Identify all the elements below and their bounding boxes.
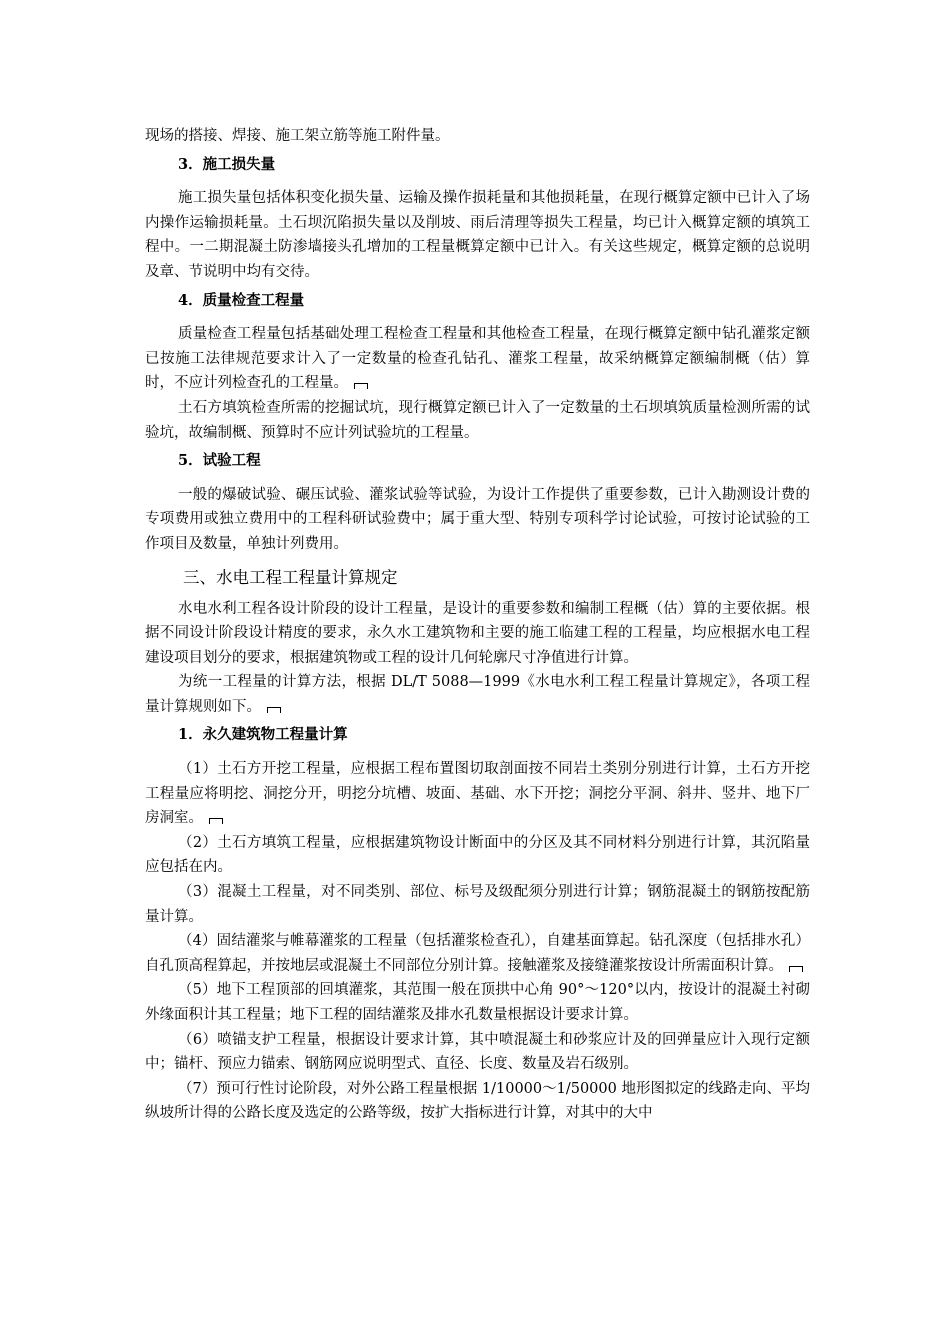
paragraph: 施工损失量包括体积变化损失量、运输及操作损耗量和其他损耗量，在现行概算定额中已计入了场内操作运输损耗量。土石坝沉陷损失量以及削坡、雨后清理等损失工程量，均已计入概算定额的填筑工程中。一二期混凝土防渗墙接头孔增加的工程量概算定额中已计入。有关这些规定，概算定额的总说明及章、节说明中均有交待。: [145, 190, 810, 280]
list-item: （1）土石方开挖工程量，应根据工程布置图切取剖面按不同岩土类别分别进行计算，土石方开挖工程量应将明挖、洞挖分开，明挖分坑槽、坡面、基础、水下开挖；洞挖分平洞、斜井、竖井、地下厂房洞室。: [145, 761, 810, 827]
section-heading-3: 3．施工损失量: [178, 155, 276, 173]
list-item: （3）混凝土工程量，对不同类别、部位、标号及级配须分别进行计算；钢筋混凝土的钢筋按配筋量计算。: [145, 884, 810, 925]
document-body: [145, 124, 810, 1126]
list-item: （7）预可行性讨论阶段，对外公路工程量根据 1/10000～1/50000 地形图拟定的线路走向、平均纵坡所计得的公路长度及选定的公路等级，按扩大指标进行计算，对其中的大中: [145, 1080, 810, 1122]
section-heading-1: 1．永久建筑物工程量计算: [178, 726, 348, 744]
paragraph-mark-icon: [789, 966, 803, 972]
paragraph: 为统一工程量的计算方法，根据 DL/T 5088—1999《水电水利工程工程量计算规定》，各项工程量计算规则如下。: [145, 674, 810, 715]
paragraph: 水电水利工程各设计阶段的设计工程量，是设计的重要参数和编制工程概（估）算的主要依据。根据不同设计阶段设计精度的要求，永久水工建筑物和主要的施工临建工程的工程量，均应根据水电工程建设项目划分的要求，根据建筑物或工程的设计几何轮廓尺寸净值进行计算。: [145, 600, 810, 666]
paragraph: 土石方填筑检查所需的挖掘试坑，现行概算定额已计入了一定数量的土石坝填筑质量检测所需的试验坑，故编制概、预算时不应计列试验坑的工程量。: [145, 399, 810, 441]
paragraph-mark-icon: [209, 818, 223, 824]
paragraph-mark-icon: [267, 707, 281, 713]
paragraph: 质量检查工程量包括基础处理工程检查工程量和其他检查工程量，在现行概算定额中钻孔灌浆定额已按施工法律规范要求计入了一定数量的检查孔钻孔、灌浆工程量，故采纳概算定额编制概（估）算时，不应计列检查孔的工程量。: [145, 326, 810, 392]
section-heading-5: 5．试验工程: [178, 452, 261, 470]
chapter-heading: 三、水电工程工程量计算规定: [183, 567, 398, 587]
list-item: （5）地下工程顶部的回填灌浆，其范围一般在顶拱中心角 90°～120°以内，按设计的混凝土衬砌外缘面积计其工程量；地下工程的固结灌浆及排水孔数量根据设计要求计算。: [145, 982, 810, 1023]
list-item: （6）喷锚支护工程量，根据设计要求计算，其中喷混凝土和砂浆应计及的回弹量应计入现行定额中；锚杆、预应力锚索、钢筋网应说明型式、直径、长度、数量及岩石级别。: [145, 1031, 810, 1073]
list-item: （4）固结灌浆与帷幕灌浆的工程量（包括灌浆检查孔），自建基面算起。钻孔深度（包括排水孔）自孔顶高程算起，并按地层或混凝土不同部位分别计算。接触灌浆及接缝灌浆按设计所需面积计算。: [145, 933, 810, 974]
paragraph: 一般的爆破试验、碾压试验、灌浆试验等试验，为设计工作提供了重要参数，已计入勘测设计费的专项费用或独立费用中的工程科研试验费中；属于重大型、特别专项科学讨论试验，可按讨论试验的工作项目及数量，单独计列费用。: [145, 486, 810, 552]
list-item: （2）土石方填筑工程量，应根据建筑物设计断面中的分区及其不同材料分别进行计算，其沉陷量应包括在内。: [145, 834, 810, 876]
section-heading-4: 4．质量检查工程量: [178, 291, 305, 309]
paragraph: 现场的搭接、焊接、施工架立筋等施工附件量。: [145, 128, 450, 144]
paragraph-mark-icon: [354, 383, 368, 389]
